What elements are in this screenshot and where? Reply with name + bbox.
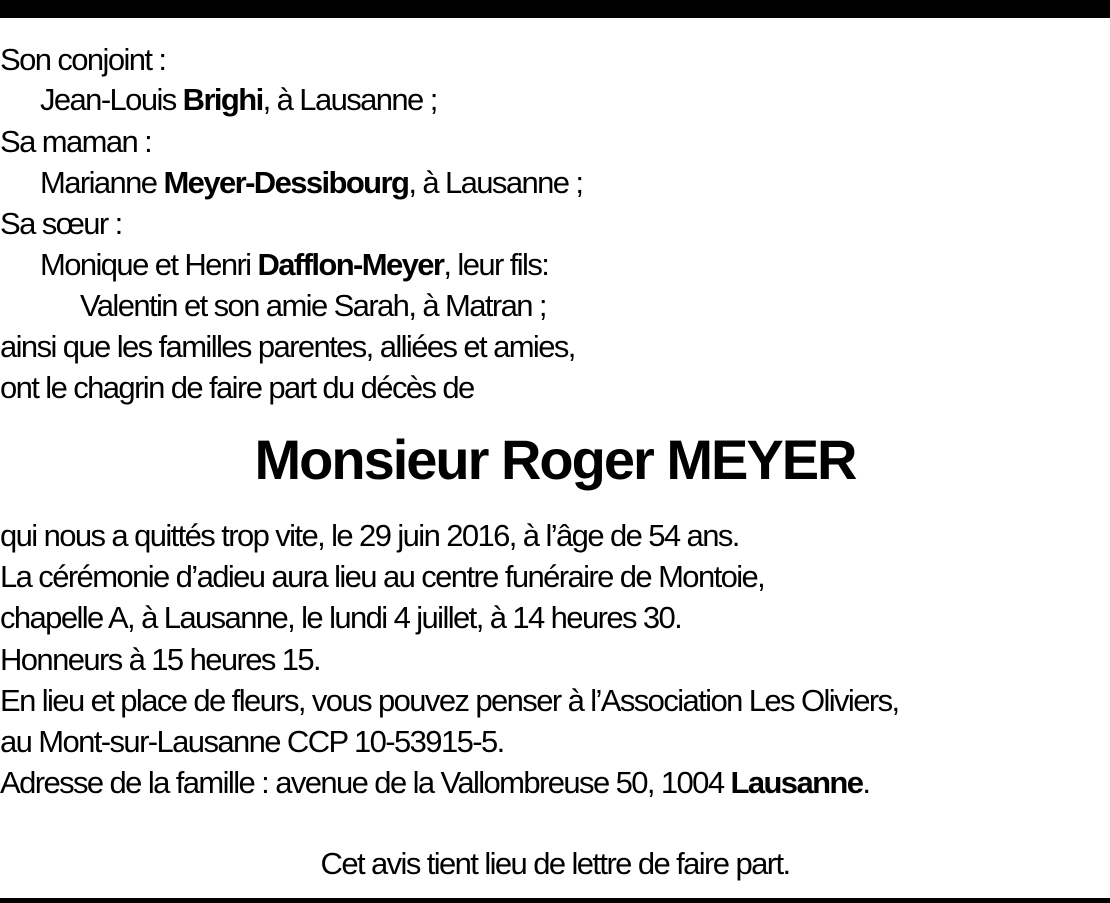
sister-last-name: Dafflon-Meyer	[257, 247, 444, 282]
closing-note: Cet avis tient lieu de lettre de faire part.	[320, 846, 790, 881]
bottom-rule	[0, 898, 1110, 903]
family-address	[0, 763, 869, 803]
nephew-line: Valentin et son amie Sarah, à Matran ;	[80, 288, 546, 323]
mother-label: Sa maman :	[0, 124, 152, 159]
spouse-label: Son conjoint :	[0, 42, 166, 77]
spouse-first-name: Jean-Louis	[40, 82, 183, 117]
sister-label: Sa sœur :	[0, 206, 122, 241]
mother-place: , à Lausanne ;	[408, 165, 583, 200]
sister-line	[40, 245, 548, 285]
announcement-line: ont le chagrin de faire part du décès de	[0, 370, 474, 405]
relatives-line: ainsi que les familles parentes, alliées et amies,	[0, 329, 575, 364]
mother-last-name: Meyer-Dessibourg	[163, 165, 409, 200]
deceased-name: Monsieur Roger MEYER	[254, 428, 856, 491]
details-line-4: Honneurs à 15 heures 15.	[0, 642, 321, 677]
sister-suffix: , leur fils:	[443, 247, 549, 282]
details-line-2: La cérémonie d’adieu aura lieu au centre funéraire de Montoie,	[0, 559, 765, 594]
details-line-3: chapelle A, à Lausanne, le lundi 4 juillet, à 14 heures 30.	[0, 600, 682, 635]
address-city: Lausanne	[730, 765, 863, 800]
mother-line	[40, 163, 582, 203]
spouse-line	[40, 80, 437, 120]
details-line-6: au Mont-sur-Lausanne CCP 10-53915-5.	[0, 724, 504, 759]
mother-first-name: Marianne	[40, 165, 164, 200]
top-rule	[0, 0, 1110, 18]
details-line-5: En lieu et place de fleurs, vous pouvez penser à l’Association Les Oliviers,	[0, 683, 899, 718]
address-text: Adresse de la famille : avenue de la Vallombreuse 50, 1004	[0, 765, 731, 800]
spouse-last-name: Brighi	[182, 82, 263, 117]
spouse-place: , à Lausanne ;	[262, 82, 437, 117]
details-line-1: qui nous a quittés trop vite, le 29 juin 2016, à l’âge de 54 ans.	[0, 518, 739, 553]
address-end: .	[862, 765, 870, 800]
sister-first-names: Monique et Henri	[40, 247, 258, 282]
